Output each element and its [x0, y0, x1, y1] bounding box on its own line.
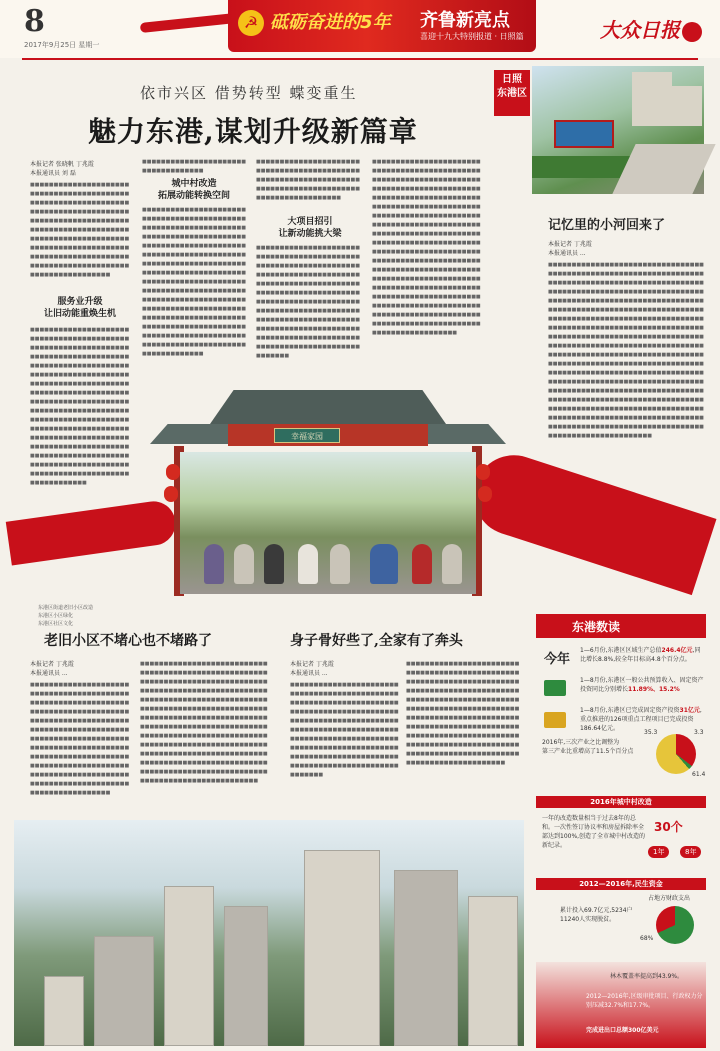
- ratio-value: 61.4: [692, 771, 706, 778]
- article-headline: 魅力东港,谋划升级新篇章: [88, 115, 418, 148]
- photo-building: [304, 850, 380, 1046]
- column-text-placeholder: ■■■■■■■■■■■■■■■■■■■■■■■■■■■■■■■■■■■■■■■■■■■■■■■■■■■■■■■■■■■■■■■■■■■■■■■■■■■■■■■■■■■■■■■■■■■■■■■■■■■■■■■■■■■■■■■■■■■■■■■■■■■■■■■■■■■■■■■■■■■■■■■■■■■■■■■■■■■■■■■■■■■■■■■■■■■■■■■■■■■■■■■■■■■■■■■■■■■■■■■■■■■■■■■■■■■■■■■■■■■■■■■■■■■■■■■■■■■■■■■■■■■■■■■■■■■■■■■■■■■■■■■■■■■■■■■■■■■■■■■■■■■■■■■■■■■■■■■■■■■■■■■■■■■■■■■■■■■■■■■■■■■■■■■■■■■■■■■■■■■■■■■■■■■■■■■■■■■■■■■■■■■■■■■■■■■■■■■■■■■■■■■■■■■■■■■■■■■■■■■■■■■■■■■■■■■■■■■■■■■■■■■■■■■■■■■■■■■■■■■■■■■■■■■■■■■■■■■■■■■■■■■■■■■■■■■■■■■■■■■■■■■■■■■■■■■■■■■■■■■■■■■■■■■■■■■■■■■■■■■■■■■■■■■■■■■■■■■■■■■■■■■■■■■■■■■■■■■■■■■■■■■■■■■■■■■■■■■■■■■■■■■■■■■■■■■■■■■■■■■■■■■■■■■■■■■■■■■■■■■■■■■■■■■■■■■■■■■■■■■■■■■■■■■■■: [548, 262, 704, 439]
- industry-ratio-label: 2016年,三次产业之比调整为: [542, 739, 620, 746]
- city-skyline-photo: [14, 820, 524, 1046]
- red-lantern-icon: [164, 486, 178, 502]
- photo-building: [224, 906, 268, 1046]
- photo-person: [204, 544, 224, 584]
- pie-caption: 占地方财政支出: [648, 895, 691, 902]
- subhead-services: [32, 296, 128, 320]
- photo-person: [234, 544, 254, 584]
- data-panel-title: 东港数读: [572, 620, 621, 634]
- bottom-article-title-left: 老旧小区不堵心也不堵路了: [44, 633, 212, 649]
- column-text-placeholder: ■■■■■■■■■■■■■■■■■■■■■■■■■■■■■■■■■■■■■■■■■■■■■■■■■■■■■■■■■■■■■■■■■■■■■■■■■■■■■■■■■■■■■■■■■■■■■■■■■■■■■■■■■■■■■■■■■■■■■■■■■■■■■■■■■■■■■■■■■■■■■■■■■■■■■■■■■■■■■■■■■■■■■■■■■■■■■■■■■■■■■■■■■■■■■■■■■■■■■■■■■■■■■■■■■■■■■■■■■■■■■■■■■■■■■■■■■■■■■■■■■■■■■■■■■■■■■■■■■■■■■■■■■■■■■■■: [256, 245, 360, 359]
- bottom-column-4: [406, 660, 524, 810]
- subhead-urban-village-label: 城中村改造 拓展动能转换空间: [157, 179, 230, 201]
- party-emblem-icon: ☭: [238, 10, 264, 36]
- section-bar-livelihood: 2012—2016年,民生资金: [536, 878, 706, 890]
- data-row-gdp-value: 246.4亿元: [661, 647, 693, 654]
- data-year-label: 今年: [544, 652, 571, 667]
- years-pill: 1年: [648, 846, 669, 858]
- photo-building: [394, 870, 458, 1046]
- column-text-placeholder: ■■■■■■■■■■■■■■■■■■■■■■■■■■■■■■■■■■■■■■■■■■■■■■■■■■■■■■■■■■■■■■■■■■■■■■■■■■■■■■■■■■■■■■■■■■■■■■■■■■■■■■■■■■■■■■■■■■■■■■■■■■■■■■■■■■■■■■■■■■■■■■■■■■■■■■■■■■■■■■■■■■■■■■■■■■■■■■■■■■■■■■■■■■■■■■■■■■■■■■■■■■■■■■■■■■■■■■■■■■■■■■■■■■■■■■■■■■■■■■■■■■■■■■■■■■■■■■■■■■■■■■■■■■■■■■■■■■■■■■■■■■■■■■■■■■■■■■■■■■■■■■■■■■■■■■■■■■■■■■■■■■■■■■■■■■■■■■■■■■■■■■■■■■■■■■■■■■■■■■■■■■■■■■■■■: [30, 327, 130, 486]
- legend-item: 东港区街道老旧小区改造: [38, 605, 94, 611]
- ratio-value: 3.3: [694, 729, 704, 736]
- column-text-placeholder: ■■■■■■■■■■■■■■■■■■■■■■■■■■■■■■■■■■■■■■■■■■■■■■■■■■■■■■■■■■■■■■■■■■■■■■■■■■■■■■■■■■■■■■■■■■■■■■■■■■■■■■■■■■■■■■■■■■■■■■■■■■■■■■■■■■■■■■■■■■■■■■■■■■■■■■■■■■■■■■■■■■■■■■■■■■■■■■■■■■■■■■■■■■■■■■■■■■■■■■■■■■■■■■■■■■■■■■■■■■■■■■■■■■■: [30, 182, 130, 278]
- photo-person: [370, 544, 398, 584]
- photo-building: [672, 86, 702, 126]
- data-row-investment: [580, 706, 704, 733]
- right-article-byline: 本报记者 丁兆霞 本报通讯员 ...: [548, 241, 592, 257]
- bottom-column-2: [140, 660, 270, 820]
- photo-person: [412, 544, 432, 584]
- data-row-investment-value: 31亿元: [679, 707, 700, 714]
- residents-chatting-photo: [180, 452, 476, 594]
- money-icon: [544, 680, 566, 696]
- data-row-revenue: [580, 676, 704, 694]
- article-kicker: 依市兴区 借势转型 蝶变重生: [140, 84, 358, 102]
- data-row-industry-ratio: [542, 738, 652, 756]
- pie-value: 68%: [640, 935, 654, 942]
- gate-plaque: 幸福家园: [274, 428, 340, 443]
- legend-item: 东港区社区文化: [38, 621, 74, 627]
- data-row-gdp-tail: ,同比增长8.8%,较全年目标高4.8个百分点。: [580, 647, 701, 663]
- data-row-investment-tail: ,重点推进的126项重点工程项目已完成投资186.64亿元。: [580, 707, 702, 732]
- bottom-byline-mid: 本报记者 丁兆霞 本报通讯员 ...: [290, 661, 334, 677]
- red-lantern-icon: [478, 486, 492, 502]
- photo-building: [44, 976, 84, 1046]
- photo-building: [164, 886, 214, 1046]
- village-count-badge: 30个: [654, 820, 683, 834]
- legend-item: 东港区小区绿化: [38, 613, 74, 619]
- photo-person: [330, 544, 350, 584]
- photo-person: [298, 544, 318, 584]
- column-text-placeholder: ■■■■■■■■■■■■■■■■■■■■■■■■■■■■■■■■■■■■■■■■■■■■■■■■■■■■■■■■■■■■■■■■■■■■■■■■■■■■■■■■■■■■■■■■■■■■■■■■■■■■■■■■■■■■■■■■■■■■■■■■■■■■■■■■■■■■■■■■■■■■■■■■■■■■■■■■■■■■■■■■■■■■■■■■■■■■■■■■■■■■■■■■■■■■■■■■■■■■■■■■■■■■■■■■■■■■■■■■■■■■■■■■■■■■■■■■■■■■■■■■■■■■■■■■■■■■■■■■■■■■■■■■■■■■■■■■■■■■■■■■■■■■■: [406, 661, 520, 766]
- column-text-placeholder: ■■■■■■■■■■■■■■■■■■■■■■■■■■■■■■■■■■■■■■■■■■■■■■■■■■■■■■■■■■■■■■■■■■■■■■■■■■■■■■■■■■■■■■■■■■■■■■■■■■■■■■■■■■■■■■■■■■■■■■■■■■■■■■■■■■■■■■■■■■■■■■■■■■■■■■■■■■■■■■■■■■■■■■■■■■■■■■■■■■■■■■■■■■■■■■■■■■■■■■■■■■■■■■■■■■■■■■■■■■■■■■■■■■■■■■■■■■■■■■■■■■■■■■■■■■■■■■■■■■■■■■■■■■■■■■■■■■■■■■■■■■■■■■■■■■■■■■■■■■■■■■■■■■■■■■■■■■■■■■■■■■■■■■■■■■■■■■■■■■■■■■■■■■■■■■■■■■■■■■■■■■■■■■■■■■■■■■■■■■■■■■■■■■■■■■■■■■■■■■■■■■■■■■■■■■■■■■■■■■■■■■■■■■■■■■■■■■■■■■■■■■■■■■■■■■■■■■■: [372, 159, 481, 336]
- data-row-exports: 完成进出口总额300亿美元: [586, 1027, 659, 1034]
- data-row-investment-text: 1—8月份,东港区已完成固定资产投资: [580, 707, 680, 714]
- page-number: 8: [24, 4, 45, 39]
- data-row-livelihood: 累计投入69.7亿元,5234户11240人实现脱贫。: [560, 907, 633, 923]
- article-column-2-intro: [142, 158, 246, 176]
- header-rule: [22, 58, 698, 60]
- bottom-column-1: [30, 660, 130, 820]
- banner-title: 砥砺奋进的5年: [270, 12, 391, 33]
- community-gate-illustration: [150, 390, 506, 602]
- red-lantern-icon: [166, 464, 180, 480]
- column-text-placeholder: ■■■■■■■■■■■■■■■■■■■■■■■■■■■■■■■■■■■: [142, 159, 246, 174]
- column-text-placeholder: ■■■■■■■■■■■■■■■■■■■■■■■■■■■■■■■■■■■■■■■■■■■■■■■■■■■■■■■■■■■■■■■■■■■■■■■■■■■■■■■■■■■■■■■■■■■■■■■■■■■■■■■■■■■■■■■■■■■■■■■■■■■■■■■■■■■■■■■■■■■■■■■■■■■■■■■■■■■■■■■■■■■■■■■■■■■■■■■■■■■■■■■■■■■■■■■■■■■■■■■■■■■■■■■■■■■■■■■■■■■■■■■■■■■■■■■■■■■■■■■■■■■■■■■■■■■■■■■■■■■■■■■■■■■■■■■■■■■■■■■■■■■■■■■■■■■■■■■■■■■■■■■■■■■■■■■■■■■■■■■■■■■■■■■■■■■■■■■■■■■■■■■■■■■■■■■■■■■■■■■■■■■■■: [142, 207, 246, 357]
- photo-person: [442, 544, 462, 584]
- photo-building: [632, 72, 672, 126]
- article-column-3: [256, 244, 364, 384]
- data-row-revenue-value: 11.89%、15.2%: [628, 686, 680, 693]
- article-column-1b: [30, 326, 130, 536]
- article-column-3a: [256, 158, 364, 210]
- data-row-revenue-text: 1—8月份,东港区一般公共预算收入、固定资产投资同比分别增长: [580, 677, 704, 693]
- masthead-emblem-icon: [682, 22, 702, 42]
- subhead-big-projects-label: 大项目招引 让新动能挑大梁: [278, 217, 342, 239]
- photo-person: [264, 544, 284, 584]
- data-row-gdp: [580, 646, 704, 664]
- column-text-placeholder: ■■■■■■■■■■■■■■■■■■■■■■■■■■■■■■■■■■■■■■■■■■■■■■■■■■■■■■■■■■■■■■■■■■■■■■■■■■■■■■■■■■■■■■■■■■■■■■■■■■■■■■■■■■■■■■■■■■■■■■■■■■■■■■■■■■■■■■■■■■■■■■■■■■■■■■■■■■■■■■■■■■■■■■■■■■■■■■■■■■■■■■■■■■■■■■■■■■■■■■■■■■■■■■■■■■■■■■■■■■■■■■■■■■■■■■■■■■■■■■■■■■■■■■■■■■■■■■■■■■■■■■■■■■■■■■■■■■■■■■■■■■■■■■■■■■■■■■■■■■■■■■■■■■■■■■■■■■■■■■■■■■■■■■■■■■■■■■■■■■■■■■■■■■■■■■■■■■■■■■■■■■■■■■■■■■■■■■■■: [140, 661, 268, 784]
- photo-building: [94, 936, 154, 1046]
- fiscal-share-pie: [656, 906, 694, 944]
- years-pill: 8年: [680, 846, 701, 858]
- column-text-placeholder: ■■■■■■■■■■■■■■■■■■■■■■■■■■■■■■■■■■■■■■■■■■■■■■■■■■■■■■■■■■■■■■■■■■■■■■■■■■■■■■■■■■■■■■■■■■■■■■■■■■■■■■■■■■■■■■■■■■■■■■■■■■■■■■■■■■■■■■■■■■■■■■■■■■■■■■■■■■■■■■■■■■■■■■■■■■■■■■■■■■■■■■■■■■■■■■■■■■■■■■■■■■■■■■■■■■■■■■■■■■■■■■■■■■■■■■■■■■■■■: [290, 682, 399, 778]
- photo-legend: [38, 604, 93, 628]
- data-row-urban-village: 一年的改造数量相当于过去8年的总和。一次性签订协议率和房屋拆除率全部达到100%,创造了全市城中村改造的新纪录。: [542, 815, 646, 849]
- photo-building: [468, 896, 518, 1046]
- region-tag-label: 日照 东港区: [497, 74, 527, 99]
- bottom-article-title-mid: 身子骨好些了,全家有了奔头: [290, 633, 463, 649]
- bottom-byline-left: 本报记者 丁兆霞 本报通讯员 ...: [30, 661, 74, 677]
- banner-subtitle: 齐鲁新亮点: [420, 10, 510, 31]
- section-bar-urban-village: 2016年城中村改造: [536, 796, 706, 808]
- banner-note: 喜迎十九大特别报道 · 日照篇: [420, 32, 524, 41]
- industry-ratio-pie: [656, 734, 696, 774]
- data-row-gdp-text: 1—6月份,东港区区域生产总值: [580, 647, 662, 654]
- red-lantern-icon: [476, 464, 490, 480]
- article-column-1: [30, 160, 130, 290]
- right-article-column: [548, 240, 708, 510]
- article-byline: 本报记者 张晓帆 丁兆霞 本报通讯员 刘 磊: [30, 161, 94, 177]
- article-column-2: [142, 206, 246, 386]
- date-line: 2017年9月25日 星期一: [24, 41, 100, 49]
- article-column-4: [372, 158, 484, 384]
- ratio-value: 35.3: [644, 729, 658, 736]
- page-header: [0, 0, 720, 58]
- photo-path: [612, 144, 715, 194]
- river-park-photo: [532, 66, 704, 194]
- data-row-approvals: 2012—2016年,区级审批项目、行政权力分别压减32.7%和17.7%。: [586, 993, 703, 1009]
- banner-ribbon: [140, 13, 237, 33]
- masthead-logo: 大众日报: [600, 18, 680, 42]
- right-article-title: 记忆里的小河回来了: [548, 218, 666, 233]
- subhead-urban-village: [142, 178, 246, 202]
- region-tag: [494, 70, 530, 116]
- industry-ratio-tail: 第三产业比重增高了11.5个百分点: [542, 748, 634, 755]
- subhead-services-label: 服务业升级 让旧动能重焕生机: [43, 297, 116, 319]
- column-text-placeholder: ■■■■■■■■■■■■■■■■■■■■■■■■■■■■■■■■■■■■■■■■■■■■■■■■■■■■■■■■■■■■■■■■■■■■■■■■■■■■■■■■■■■■■■■■■■■■■■■■■■■■■■■■■■■■■■■■■■■■■■■■■■■■■■■■■■■■■■■■■■■■■■■■■■■■■■■■■■■■■■■■■■■■■■■■■■■■■■■■■■■■■■■■■■■■■■■■■■■■■■■■■■■■■■■■■■■■■■■■■■■■■■■■■■■■■■■■■■■■■■■■■■■■■■■■■■■■■■■■■■■■■■■■■■■■■: [30, 682, 130, 796]
- data-row-forest: 林木覆盖率提高到43.9%。: [610, 973, 684, 980]
- data-panel-header: [536, 614, 706, 638]
- gate-roof: [210, 390, 446, 424]
- bottom-column-3: [290, 660, 400, 810]
- photo-signboard: [554, 120, 614, 148]
- column-text-placeholder: ■■■■■■■■■■■■■■■■■■■■■■■■■■■■■■■■■■■■■■■■■■■■■■■■■■■■■■■■■■■■■■■■■■■■■■■■■■■■■■■■■■■■■■■■■■■■■■■■■■■■■■■■■■: [256, 159, 360, 201]
- construction-icon: [544, 712, 566, 728]
- subhead-big-projects: [256, 216, 364, 240]
